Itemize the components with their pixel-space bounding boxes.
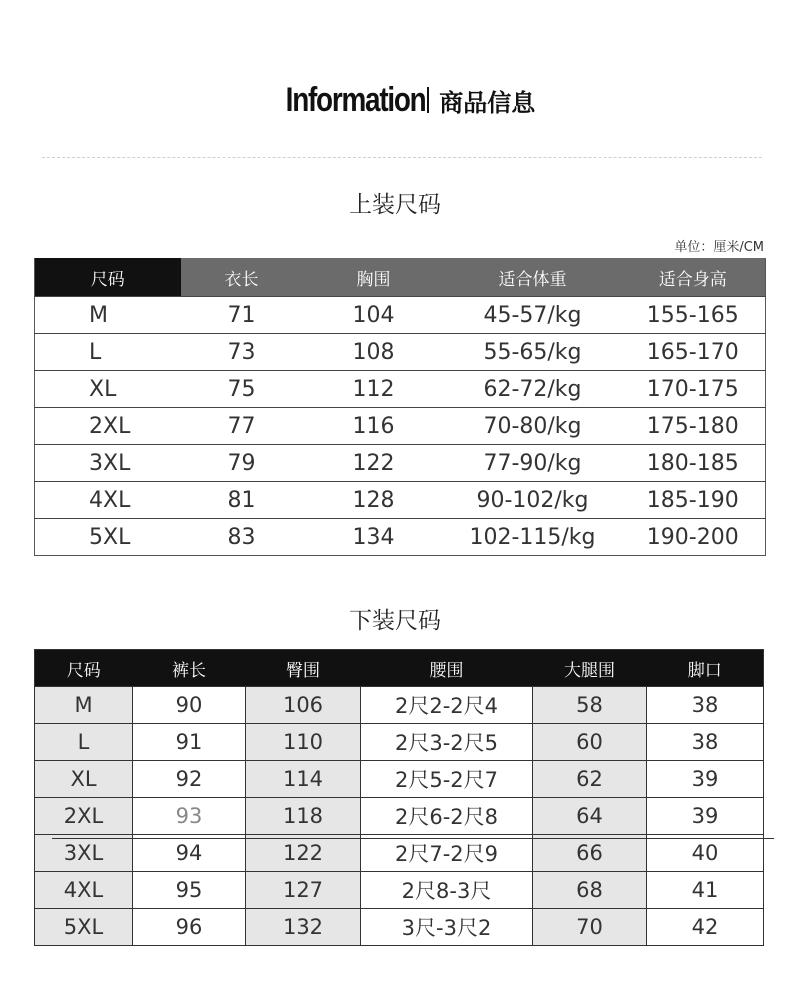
- table-cell: 5XL: [35, 909, 133, 946]
- table-cell: 71: [181, 297, 303, 334]
- column-header: 脚口: [647, 650, 764, 687]
- table-cell: 127: [246, 872, 361, 909]
- table-header-row: [35, 650, 764, 687]
- table-cell: 60: [533, 724, 647, 761]
- table-cell: 45-57/kg: [445, 297, 621, 334]
- table-cell: 58: [533, 687, 647, 724]
- table-row: [35, 445, 766, 482]
- table-cell: 155-165: [621, 297, 766, 334]
- column-header: 腰围: [361, 650, 533, 687]
- table-cell: 41: [647, 872, 764, 909]
- table-cell: 92: [133, 761, 246, 798]
- table-cell: 110: [246, 724, 361, 761]
- table-cell: 42: [647, 909, 764, 946]
- column-header: 适合身高: [621, 258, 766, 297]
- table-cell: 55-65/kg: [445, 334, 621, 371]
- table-cell: 114: [246, 761, 361, 798]
- table-cell: 75: [181, 371, 303, 408]
- table-row: [35, 761, 764, 798]
- table-cell: 91: [133, 724, 246, 761]
- table-cell: 122: [303, 445, 445, 482]
- column-header: 衣长: [181, 258, 303, 297]
- table-cell: 94: [133, 835, 246, 872]
- table-cell: 175-180: [621, 408, 766, 445]
- table-cell: 90: [133, 687, 246, 724]
- table-row: [35, 408, 766, 445]
- page-header: [0, 78, 790, 122]
- table-row: [35, 334, 766, 371]
- table-cell: 3XL: [35, 445, 181, 482]
- table-row: [35, 519, 766, 556]
- table-cell: 2尺3-2尺5: [361, 724, 533, 761]
- column-header: 适合体重: [445, 258, 621, 297]
- table-cell: 4XL: [35, 872, 133, 909]
- table-cell: XL: [35, 371, 181, 408]
- column-header: 裤长: [133, 650, 246, 687]
- table-cell: 77-90/kg: [445, 445, 621, 482]
- table-cell: XL: [35, 761, 133, 798]
- table-row: [35, 872, 764, 909]
- table-cell: 2尺7-2尺9: [361, 835, 533, 872]
- column-header: 臀围: [246, 650, 361, 687]
- table-cell: 62: [533, 761, 647, 798]
- table-row: [35, 724, 764, 761]
- column-header: 尺码: [35, 650, 133, 687]
- table-row: [35, 687, 764, 724]
- table-cell: 40: [647, 835, 764, 872]
- table-cell: M: [35, 687, 133, 724]
- bottom-size-table: [34, 649, 764, 946]
- table-cell: 2XL: [35, 798, 133, 835]
- table-cell: 165-170: [621, 334, 766, 371]
- table-cell: 3尺-3尺2: [361, 909, 533, 946]
- table-cell: 2尺5-2尺7: [361, 761, 533, 798]
- table-cell: 83: [181, 519, 303, 556]
- table-cell: 38: [647, 724, 764, 761]
- row-divider-line: [52, 838, 774, 839]
- table-cell: 5XL: [35, 519, 181, 556]
- table-cell: 77: [181, 408, 303, 445]
- title-english: Information: [285, 80, 426, 119]
- table-row: [35, 297, 766, 334]
- table-cell: 4XL: [35, 482, 181, 519]
- table-row: [35, 909, 764, 946]
- table-cell: 66: [533, 835, 647, 872]
- table-cell: 79: [181, 445, 303, 482]
- table-cell: 62-72/kg: [445, 371, 621, 408]
- table-cell: 116: [303, 408, 445, 445]
- table-cell: 2尺6-2尺8: [361, 798, 533, 835]
- table-cell: 170-175: [621, 371, 766, 408]
- table-cell: 190-200: [621, 519, 766, 556]
- table-cell: 2XL: [35, 408, 181, 445]
- table-cell: L: [35, 334, 181, 371]
- table-cell: 39: [647, 798, 764, 835]
- table-row: [35, 371, 766, 408]
- table-row: [35, 835, 764, 872]
- table-cell: 68: [533, 872, 647, 909]
- table-cell: 93: [133, 798, 246, 835]
- table-header-row: [35, 258, 766, 297]
- title-separator: [427, 87, 429, 113]
- table-cell: 2尺2-2尺4: [361, 687, 533, 724]
- table-cell: 96: [133, 909, 246, 946]
- table-cell: 112: [303, 371, 445, 408]
- column-header: 尺码: [35, 258, 181, 297]
- table-cell: 106: [246, 687, 361, 724]
- title-chinese: 商品信息: [439, 88, 536, 117]
- table-cell: 180-185: [621, 445, 766, 482]
- table-cell: L: [35, 724, 133, 761]
- table-cell: 81: [181, 482, 303, 519]
- table-cell: 90-102/kg: [445, 482, 621, 519]
- column-header: 胸围: [303, 258, 445, 297]
- table-cell: 64: [533, 798, 647, 835]
- table-cell: 38: [647, 687, 764, 724]
- table-cell: 70: [533, 909, 647, 946]
- table-cell: 70-80/kg: [445, 408, 621, 445]
- table-cell: 95: [133, 872, 246, 909]
- table-cell: 73: [181, 334, 303, 371]
- table-row: [35, 798, 764, 835]
- top-size-table: [34, 258, 766, 556]
- unit-label: 单位：厘米/CM: [674, 240, 764, 255]
- table-cell: 128: [303, 482, 445, 519]
- top-size-title: 上装尺码: [349, 192, 441, 218]
- table-cell: 134: [303, 519, 445, 556]
- table-cell: M: [35, 297, 181, 334]
- table-cell: 132: [246, 909, 361, 946]
- table-cell: 102-115/kg: [445, 519, 621, 556]
- table-cell: 118: [246, 798, 361, 835]
- column-header: 大腿围: [533, 650, 647, 687]
- table-cell: 108: [303, 334, 445, 371]
- table-row: [35, 482, 766, 519]
- table-cell: 104: [303, 297, 445, 334]
- bottom-size-title: 下装尺码: [349, 608, 441, 634]
- table-cell: 39: [647, 761, 764, 798]
- table-cell: 185-190: [621, 482, 766, 519]
- table-cell: 2尺8-3尺: [361, 872, 533, 909]
- dashed-divider: [42, 157, 762, 158]
- table-cell: 3XL: [35, 835, 133, 872]
- table-cell: 122: [246, 835, 361, 872]
